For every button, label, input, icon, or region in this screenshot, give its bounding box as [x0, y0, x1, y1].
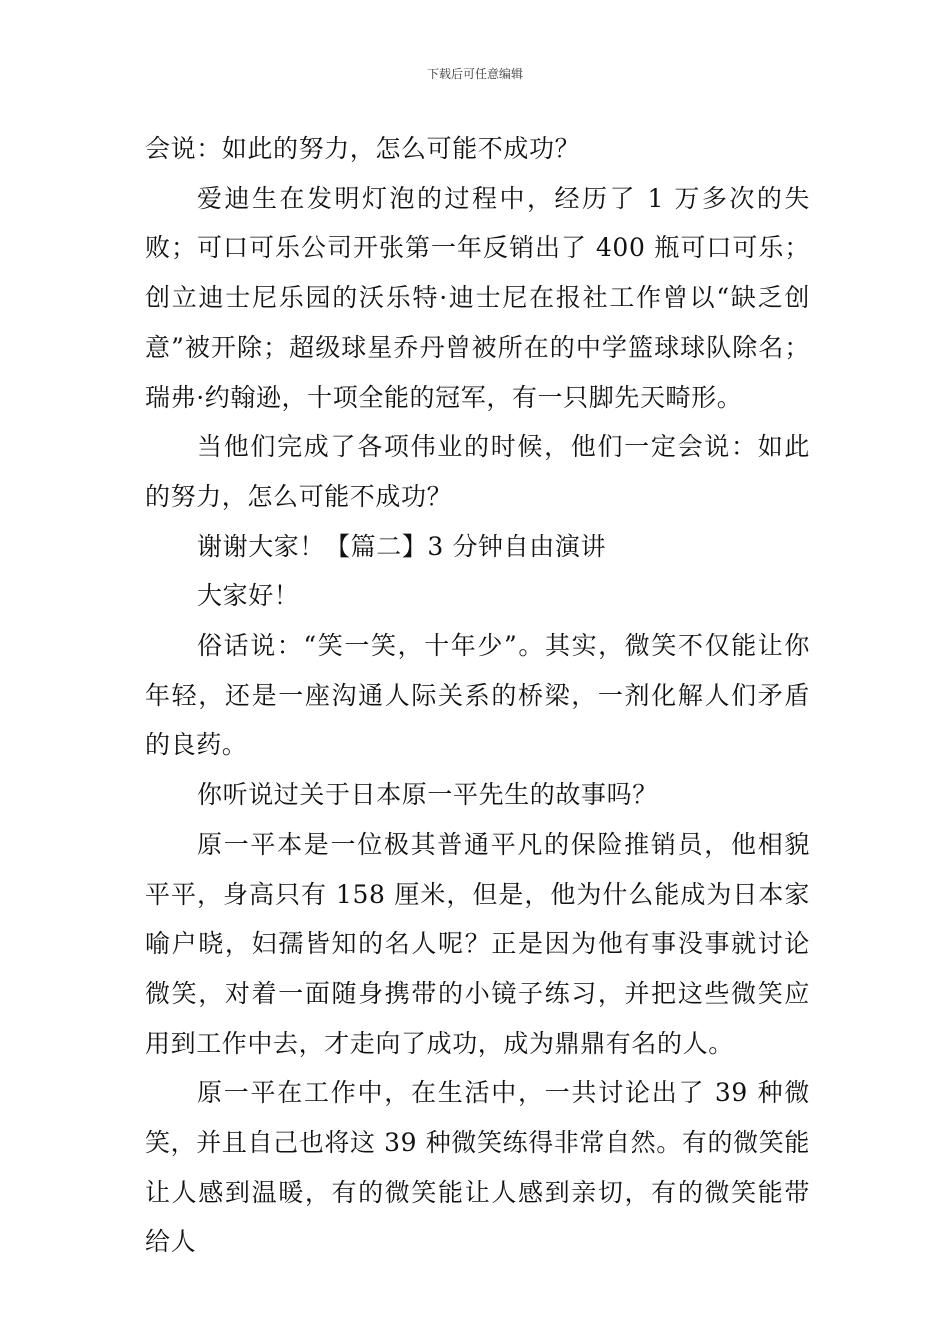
paragraph: 俗话说：“笑一笑，十年少”。其实，微笑不仅能让你年轻，还是一座沟通人际关系的桥梁，一剂化解人们矛盾的良药。	[145, 631, 810, 760]
paragraph: 原一平本是一位极其普通平凡的保险推销员，他相貌平平，身高只有 158 厘米，但是，他为什么能成为日本家喻户晓，妇孺皆知的名人呢？正是因为他有事没事就讨论微笑，对着一面随身携带的小镜子练习，并把这些微笑应用到工作中去，才走向了成功，成为鼎鼎有名的人。	[145, 829, 810, 1058]
paragraph: 当他们完成了各项伟业的时候，他们一定会说：如此的努力，怎么可能不成功？	[145, 432, 810, 511]
paragraph: 谢谢大家！【篇二】3 分钟自由演讲	[197, 531, 607, 561]
page-header: 下载后可任意编辑	[426, 67, 523, 81]
paragraph: 原一平在工作中，在生活中，一共讨论出了 39 种微笑，并且自己也将这 39 种微笑练得非常自然。有的微笑能让人感到温暖，有的微笑能让人感到亲切，有的微笑能带给人	[145, 1078, 810, 1257]
paragraph: 你听说过关于日本原一平先生的故事吗？	[197, 780, 658, 810]
document-body	[145, 124, 810, 1267]
paragraph: 会说：如此的努力，怎么可能不成功？	[145, 134, 581, 163]
paragraph: 爱迪生在发明灯泡的过程中，经历了 1 万多次的失败；可口可乐公司开张第一年反销出了 400 瓶可口可乐；创立迪士尼乐园的沃乐特·迪士尼在报社工作曾以“缺乏创意”被开除；超级球星乔丹曾被所在的中学篮球球队除名；瑞弗·约翰逊，十项全能的冠军，有一只脚先天畸形。	[145, 183, 810, 412]
paragraph: 大家好！	[197, 581, 300, 611]
